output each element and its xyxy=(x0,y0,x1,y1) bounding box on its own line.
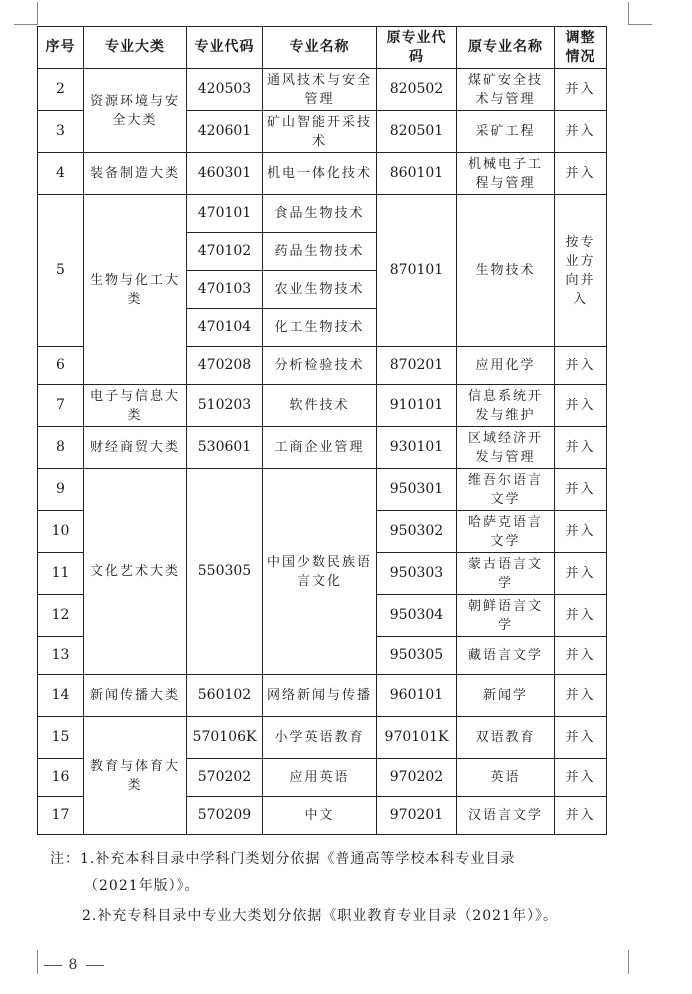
cell-seq: 11 xyxy=(38,553,84,595)
table-row xyxy=(38,69,607,111)
cell-adjust: 并入 xyxy=(555,637,607,675)
cell-orig-name: 维吾尔语言文学 xyxy=(457,469,555,511)
cell-orig-code: 950303 xyxy=(377,553,457,595)
cell-category: 新闻传播大类 xyxy=(84,675,187,717)
cell-seq: 3 xyxy=(38,111,84,153)
cell-orig-name: 生物技术 xyxy=(457,195,555,347)
cell-name: 小学英语教育 xyxy=(263,717,377,759)
cell-code: 530601 xyxy=(187,427,263,469)
cell-orig-name: 区域经济开发与管理 xyxy=(457,427,555,469)
cell-name: 化工生物技术 xyxy=(263,309,377,347)
cell-code: 420503 xyxy=(187,69,263,111)
table-row xyxy=(38,675,607,717)
cell-name: 农业生物技术 xyxy=(263,271,377,309)
cell-name: 软件技术 xyxy=(263,385,377,427)
cell-category: 资源环境与安全大类 xyxy=(84,69,187,153)
cell-category: 财经商贸大类 xyxy=(84,427,187,469)
cell-adjust: 并入 xyxy=(555,111,607,153)
crop-mark-bottom-left xyxy=(37,950,39,974)
cell-orig-name: 藏语言文学 xyxy=(457,637,555,675)
cell-orig-name: 信息系统开发与维护 xyxy=(457,385,555,427)
cell-orig-code: 970202 xyxy=(377,759,457,797)
crop-mark-top-left-h xyxy=(14,24,38,26)
dash-left xyxy=(44,965,62,966)
cell-name: 机电一体化技术 xyxy=(263,153,377,195)
cell-seq: 10 xyxy=(38,511,84,553)
cell-orig-name: 英语 xyxy=(457,759,555,797)
cell-name: 应用英语 xyxy=(263,759,377,797)
dash-right xyxy=(86,965,104,966)
cell-seq: 17 xyxy=(38,797,84,835)
cell-category: 文化艺术大类 xyxy=(84,469,187,675)
cell-orig-name: 汉语言文学 xyxy=(457,797,555,835)
header-code: 专业代码 xyxy=(187,27,263,69)
cell-category: 电子与信息大类 xyxy=(84,385,187,427)
cell-seq: 2 xyxy=(38,69,84,111)
header-category: 专业大类 xyxy=(84,27,187,69)
cell-name: 矿山智能开采技术 xyxy=(263,111,377,153)
cell-name: 药品生物技术 xyxy=(263,233,377,271)
cell-adjust: 并入 xyxy=(555,347,607,385)
cell-seq: 5 xyxy=(38,195,84,347)
cell-orig-code: 860101 xyxy=(377,153,457,195)
cell-adjust: 并入 xyxy=(555,797,607,835)
crop-mark-top-right-h xyxy=(628,24,652,26)
cell-adjust: 并入 xyxy=(555,511,607,553)
crop-mark-top-left xyxy=(37,2,39,24)
page-number xyxy=(44,957,104,973)
cell-code: 460301 xyxy=(187,153,263,195)
cell-adjust: 并入 xyxy=(555,595,607,637)
cell-orig-name: 朝鲜语言文学 xyxy=(457,595,555,637)
cell-orig-name: 采矿工程 xyxy=(457,111,555,153)
crop-mark-top-right xyxy=(628,2,630,24)
cell-orig-code: 950304 xyxy=(377,595,457,637)
cell-code: 470208 xyxy=(187,347,263,385)
cell-orig-name: 新闻学 xyxy=(457,675,555,717)
cell-orig-name: 双语教育 xyxy=(457,717,555,759)
cell-code: 550305 xyxy=(187,469,263,675)
cell-orig-code: 870201 xyxy=(377,347,457,385)
table-row xyxy=(38,153,607,195)
cell-code: 510203 xyxy=(187,385,263,427)
table-row xyxy=(38,427,607,469)
cell-adjust: 并入 xyxy=(555,69,607,111)
note-line-1: 注：1.补充本科目录中学科门类划分依据《普通高等学校本科专业目录 xyxy=(50,851,516,867)
page-number-value: 8 xyxy=(68,957,80,973)
cell-orig-code: 970101K xyxy=(377,717,457,759)
cell-name: 食品生物技术 xyxy=(263,195,377,233)
cell-seq: 15 xyxy=(38,717,84,759)
cell-adjust: 并入 xyxy=(555,469,607,511)
cell-seq: 8 xyxy=(38,427,84,469)
cell-adjust: 并入 xyxy=(555,717,607,759)
cell-seq: 9 xyxy=(38,469,84,511)
cell-orig-code: 960101 xyxy=(377,675,457,717)
cell-orig-name: 应用化学 xyxy=(457,347,555,385)
cell-seq: 14 xyxy=(38,675,84,717)
cell-category: 教育与体育大类 xyxy=(84,717,187,835)
cell-orig-code: 820502 xyxy=(377,69,457,111)
cell-adjust: 并入 xyxy=(555,675,607,717)
cell-orig-code: 870101 xyxy=(377,195,457,347)
cell-name: 网络新闻与传播 xyxy=(263,675,377,717)
cell-name: 工商企业管理 xyxy=(263,427,377,469)
cell-adjust: 按专业方向并入 xyxy=(555,195,607,347)
cell-code: 470104 xyxy=(187,309,263,347)
note-line-1-cont: （2021年版）》。 xyxy=(84,878,200,894)
cell-adjust: 并入 xyxy=(555,427,607,469)
note-line-2: 2.补充专科目录中专业大类划分依据《职业教育专业目录（2021年）》。 xyxy=(82,908,558,924)
crop-mark-bottom-right xyxy=(628,950,630,974)
cell-name: 中文 xyxy=(263,797,377,835)
cell-category: 生物与化工大类 xyxy=(84,195,187,385)
cell-code: 470103 xyxy=(187,271,263,309)
cell-code: 470102 xyxy=(187,233,263,271)
cell-seq: 6 xyxy=(38,347,84,385)
cell-orig-code: 950302 xyxy=(377,511,457,553)
cell-code: 470101 xyxy=(187,195,263,233)
cell-adjust: 并入 xyxy=(555,385,607,427)
header-orig-code: 原专业代码 xyxy=(377,27,457,69)
header-adjust: 调整情况 xyxy=(555,27,607,69)
cell-code: 570202 xyxy=(187,759,263,797)
cell-orig-code: 910101 xyxy=(377,385,457,427)
cell-seq: 4 xyxy=(38,153,84,195)
cell-code: 570106K xyxy=(187,717,263,759)
cell-category: 装备制造大类 xyxy=(84,153,187,195)
cell-seq: 7 xyxy=(38,385,84,427)
cell-name: 中国少数民族语言文化 xyxy=(263,469,377,675)
cell-orig-name: 蒙古语言文学 xyxy=(457,553,555,595)
cell-name: 通风技术与安全管理 xyxy=(263,69,377,111)
table-row xyxy=(38,385,607,427)
header-seq: 序号 xyxy=(38,27,84,69)
cell-orig-code: 950305 xyxy=(377,637,457,675)
cell-orig-code: 950301 xyxy=(377,469,457,511)
cell-orig-name: 煤矿安全技术与管理 xyxy=(457,69,555,111)
cell-seq: 12 xyxy=(38,595,84,637)
table-row xyxy=(38,717,607,759)
cell-seq: 16 xyxy=(38,759,84,797)
cell-orig-code: 970201 xyxy=(377,797,457,835)
cell-code: 560102 xyxy=(187,675,263,717)
cell-orig-code: 930101 xyxy=(377,427,457,469)
cell-code: 570209 xyxy=(187,797,263,835)
cell-adjust: 并入 xyxy=(555,759,607,797)
header-name: 专业名称 xyxy=(263,27,377,69)
header-orig-name: 原专业名称 xyxy=(457,27,555,69)
table-header-row xyxy=(38,27,607,69)
cell-name: 分析检验技术 xyxy=(263,347,377,385)
table-row xyxy=(38,469,607,511)
cell-code: 420601 xyxy=(187,111,263,153)
cell-seq: 13 xyxy=(38,637,84,675)
cell-adjust: 并入 xyxy=(555,553,607,595)
cell-orig-name: 哈萨克语言文学 xyxy=(457,511,555,553)
table-row xyxy=(38,195,607,233)
cell-adjust: 并入 xyxy=(555,153,607,195)
cell-orig-code: 820501 xyxy=(377,111,457,153)
major-mapping-table xyxy=(37,26,607,835)
cell-orig-name: 机械电子工程与管理 xyxy=(457,153,555,195)
